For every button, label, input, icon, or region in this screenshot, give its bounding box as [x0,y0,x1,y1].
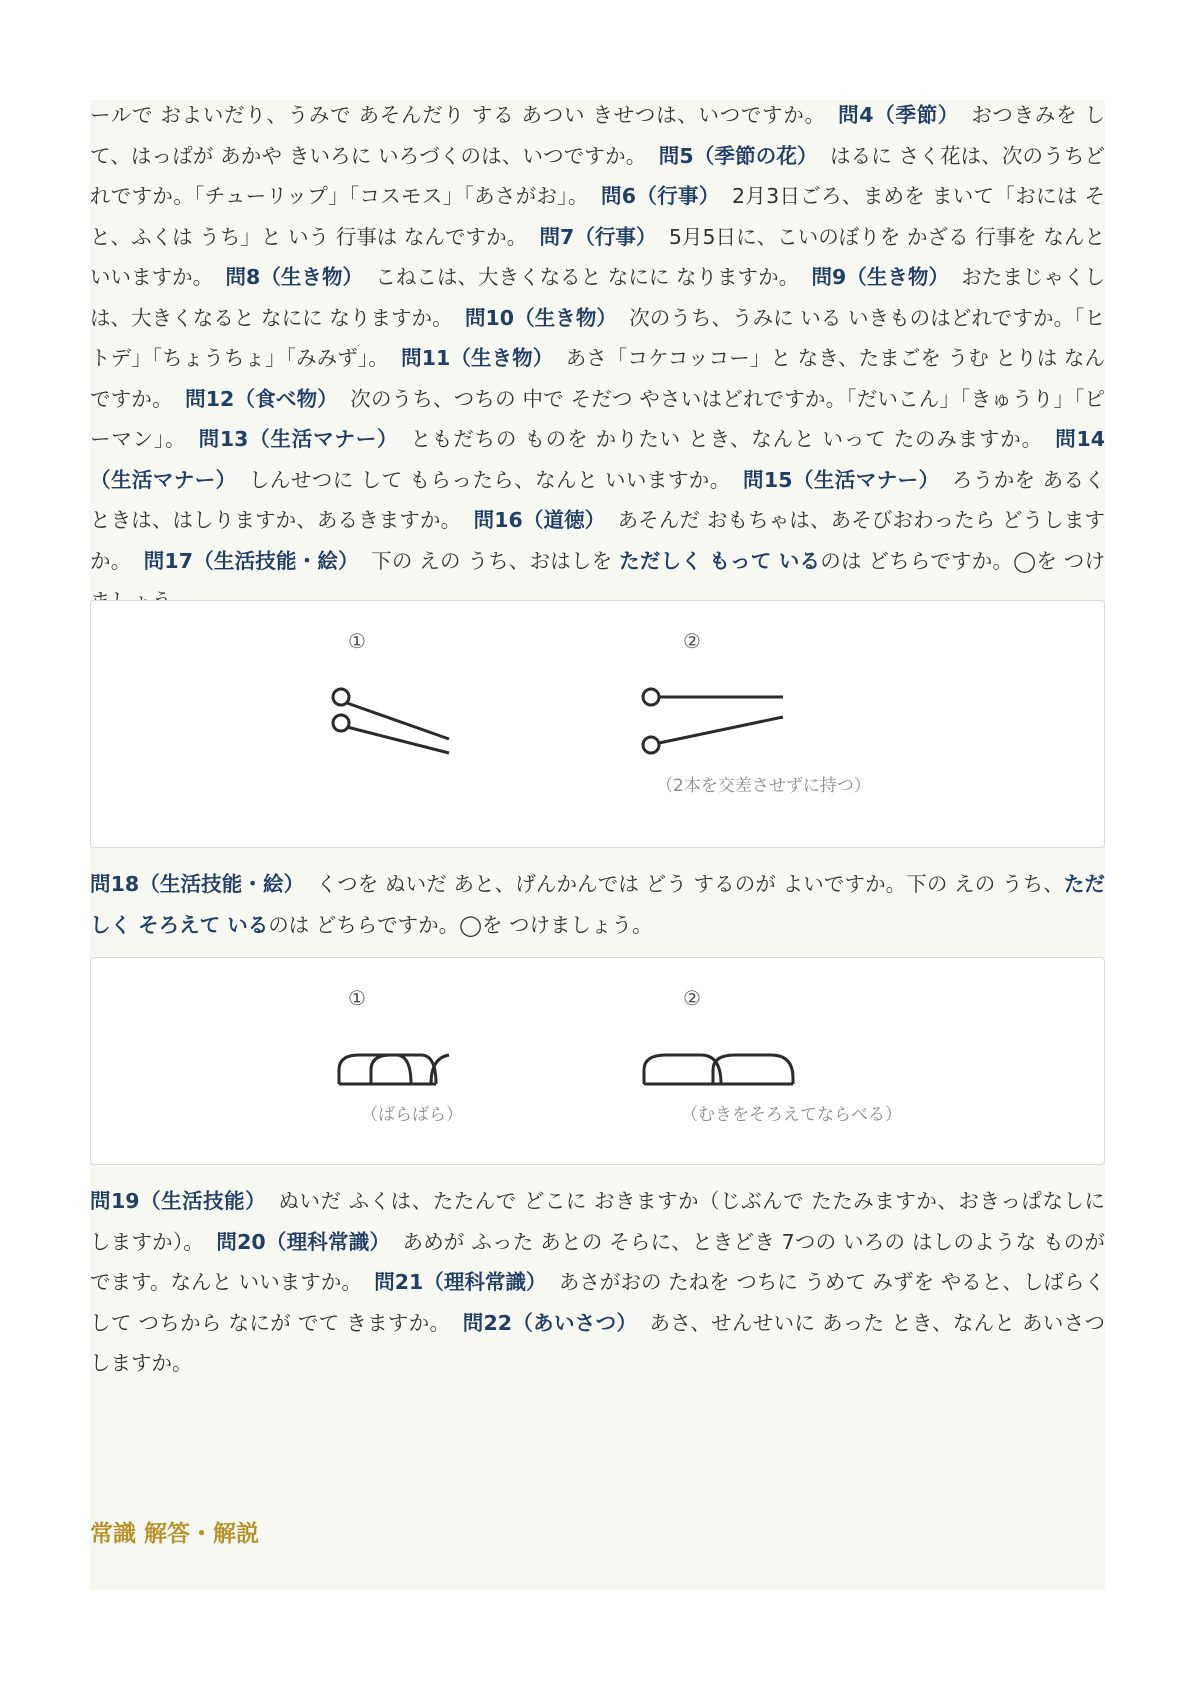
q8-text: こねこは、大きくなると なにに なりますか。 [375,265,800,289]
q19-text: ぬいだ ふくは、たたんで どこに おきますか（じぶんで たたみますか、おきっぱなしに しますか）。 [90,1189,1105,1254]
q17-highlight: ただしく もって いる [619,548,821,573]
q15-label: 問15（生活マナー） [742,467,940,492]
q16-text: あそんだ おもちゃは、あそびおわったら どうしますか。 [90,508,1106,573]
q18-label: 問18（生活技能・絵） [90,872,305,896]
q13-label: 問13（生活マナー） [198,427,399,451]
correct-chopsticks-icon [643,689,783,753]
q14-text: しんせつに して もらったら、なんと いいますか。 [248,467,731,492]
shoes-drawing [91,958,1104,1164]
answers-heading: 常識 解答・解説 [90,1521,260,1547]
chopsticks-drawing [91,601,1104,847]
chopsticks-figure [90,600,1105,848]
fig2-caption-2: （むきをそろえてならべる） [681,1105,902,1125]
q9-label: 問9（生き物） [811,265,949,289]
shoes-figure [90,957,1105,1165]
q6-label: 問6（行事） [601,184,720,208]
q21-text: あさがおの たねを つちに うめて みずを やると、しばらくして つちから なにが でて きますか。 [90,1270,1105,1335]
q16-label: 問16（道徳） [473,508,606,532]
q13-text: ともだちの ものを かりたい とき、なんと いって たのみますか。 [410,427,1043,451]
q21-label: 問21（理科常識） [374,1270,547,1294]
q19-label: 問19（生活技能） [90,1189,267,1213]
q6-text: 2月3日ごろ、まめを まいて「おには そと、ふくは うち」と いう 行事は なんですか。 [90,184,1105,249]
q10-text: 次のうち、うみに いる いきものはどれですか。「ヒトデ」「ちょうちょ」「みみず」。 [90,305,1105,370]
q17-label: 問17（生活技能・絵） [143,548,359,573]
q8-label: 問8（生き物） [225,265,364,289]
fig2-caption-1: （ばらばら） [361,1105,463,1125]
q12-text: 次のうち、つちの 中で そだつ やさいはどれですか。「だいこん」「きゅうり」「ピーマン」。 [90,386,1106,451]
fig2-label-1: ① [348,986,366,1010]
crossed-chopsticks-icon [333,689,449,753]
q9-text: おたまじゃくしは、大きくなると なにに なりますか。 [90,265,1106,330]
q7-text: 5月5日に、こいのぼりを かざる 行事を なんと いいますか。 [90,224,1105,289]
fig1-label-2: ② [683,629,701,653]
q17-text-post: のは どちらですか。◯を つけ [820,548,1105,573]
q11-text: あさ「コケコッコー」と なき、たまごを うむ とりは なんですか。 [90,346,1106,411]
q4-label: 問4（季節） [838,103,960,127]
q20-text: あめが ふった あとの そらに、ときどき 7つの いろの はしのような ものが でます。なんと いいますか。 [90,1229,1106,1294]
scattered-shoes-icon [339,1055,449,1084]
q22-text: あさ、せんせいに あった とき、なんと あいさつ しますか。 [90,1310,1106,1375]
q4-text: おつきみを して、はっぱが あかや きいろに いろづくのは、いつですか。 [90,103,1106,168]
q11-label: 問11（生き物） [401,346,554,370]
q7-label: 問7（行事） [539,224,657,249]
fig2-label-2: ② [683,986,701,1010]
q18-text-post: のは どちらですか。◯を つけましょう。 [268,912,653,937]
page-sheet [90,100,1105,1590]
q5-label: 問5（季節の花） [658,143,818,168]
q22-label: 問22（あいさつ） [462,1310,638,1335]
q5-text: はるに さく花は、次のうちどれですか。「チューリップ」「コスモス」「あさがお」。 [90,143,1106,208]
questions-block-2 [90,864,1105,945]
q10-label: 問10（生き物） [464,305,617,330]
intro-text: ールで およいだり、うみで あそんだり する あつい きせつは、いつですか。 [90,103,826,127]
questions-block-1 [90,95,1105,622]
questions-block-3 [90,1181,1105,1384]
fig1-caption-2: （2本を交差させずに持つ） [656,776,871,796]
aligned-shoes-icon [644,1055,793,1084]
q17-text-pre: 下の えの うち、おはしを [371,548,620,573]
q12-label: 問12（食べ物） [185,386,338,411]
fig1-label-1: ① [348,629,366,653]
q15-text: ろうかを あるく ときは、はしりますか、あるきますか。 [90,467,1105,532]
q20-label: 問20（理科常識） [216,1229,391,1254]
q18-text-pre: くつを ぬいだ あと、げんかんでは どう するのが よいですか。下の えの うち、 [316,872,1064,896]
q14-label: 問14（生活マナー） [90,427,1106,492]
q18-highlight: ただしく そろえて いる [90,872,1106,937]
